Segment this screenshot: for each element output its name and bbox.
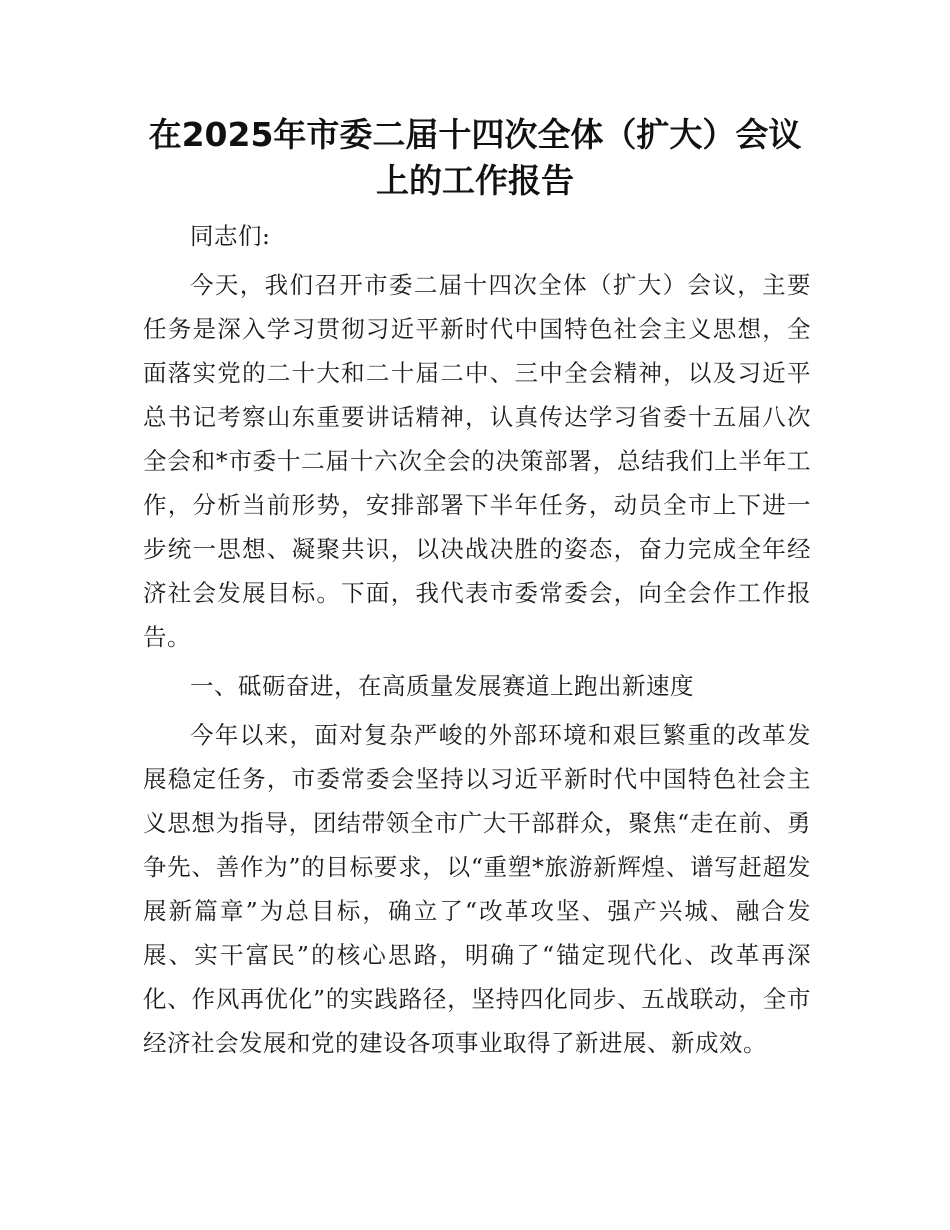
intro-paragraph: 今天，我们召开市委二届十四次全体（扩大）会议，主要任务是深入学习贯彻习近平新时代中国特色社会主义思想，全面落实党的二十大和二十届二中、三中全会精神，以及习近平总书记考察山东重要讲话精神，认真传达学习省委十五届八次全会和*市委十二届十六次全会的决策部署，总结我们上半年工作，分析当前形势，安排部署下半年任务，动员全市上下进一步统一思想、凝聚共识，以决战决胜的姿态，奋力完成全年经济社会发展目标。下面，我代表市委常委会，向全会作工作报告。 [143, 271, 811, 651]
section-heading: 一、砥砺奋进，在高质量发展赛道上跑出新速度 [190, 672, 694, 700]
salutation: 同志们: [190, 222, 271, 250]
document-body [143, 214, 811, 1070]
section-paragraph: 今年以来，面对复杂严峻的外部环境和艰巨繁重的改革发展稳定任务，市委常委会坚持以习近平新时代中国特色社会主义思想为指导，团结带领全市广大干部群众，聚焦“走在前、勇争先、善作为”的目标要求，以“重塑*旅游新辉煌、谱写赶超发展新篇章”为总目标，确立了“改革攻坚、强产兴城、融合发展、实干富民”的核心思路，明确了“锚定现代化、改革再深化、作风再优化”的实践路径，坚持四化同步、五战联动，全市经济社会发展和党的建设各项事业取得了新进展、新成效。 [143, 721, 811, 1057]
document-title: 在2025年市委二届十四次全体（扩大）会议上的工作报告 [148, 115, 802, 200]
